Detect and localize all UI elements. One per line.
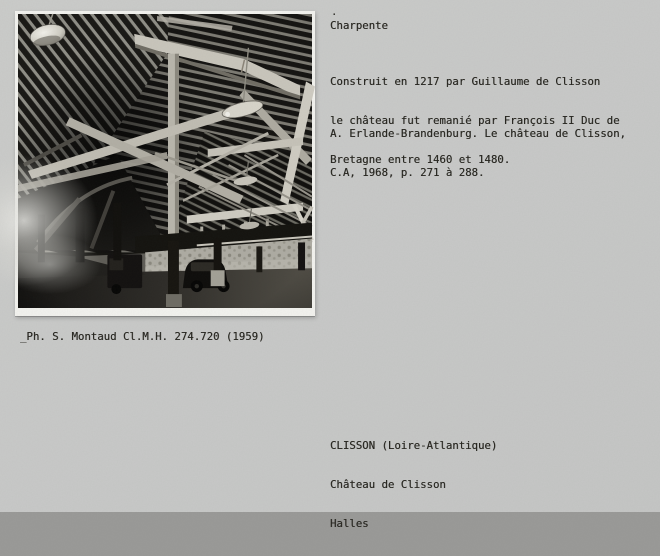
annotation-body-line: Bretagne entre 1460 et 1480. [330, 153, 511, 166]
stray-mark: . [331, 5, 338, 18]
location-block [330, 413, 497, 556]
annotation-title: Charpente [330, 19, 388, 32]
location-line: Château de Clisson [330, 478, 446, 491]
annotation-reference-line: A. Erlande-Brandenburg. Le château de Clisson, [330, 127, 626, 140]
location-line: Halles [330, 517, 369, 530]
annotation-body-line: le château fut remanié par François II Duc de [330, 114, 620, 127]
annotation-reference [330, 101, 626, 205]
photograph-halles-charpente [15, 11, 315, 316]
photo-image [18, 14, 312, 308]
location-line: CLISSON (Loire-Atlantique) [330, 439, 498, 452]
annotation-body-line: Construit en 1217 par Guillaume de Clisson [330, 75, 601, 88]
annotation-reference-line: C.A, 1968, p. 271 à 288. [330, 166, 485, 179]
photo-caption: _Ph. S. Montaud Cl.M.H. 274.720 (1959) [20, 330, 265, 343]
